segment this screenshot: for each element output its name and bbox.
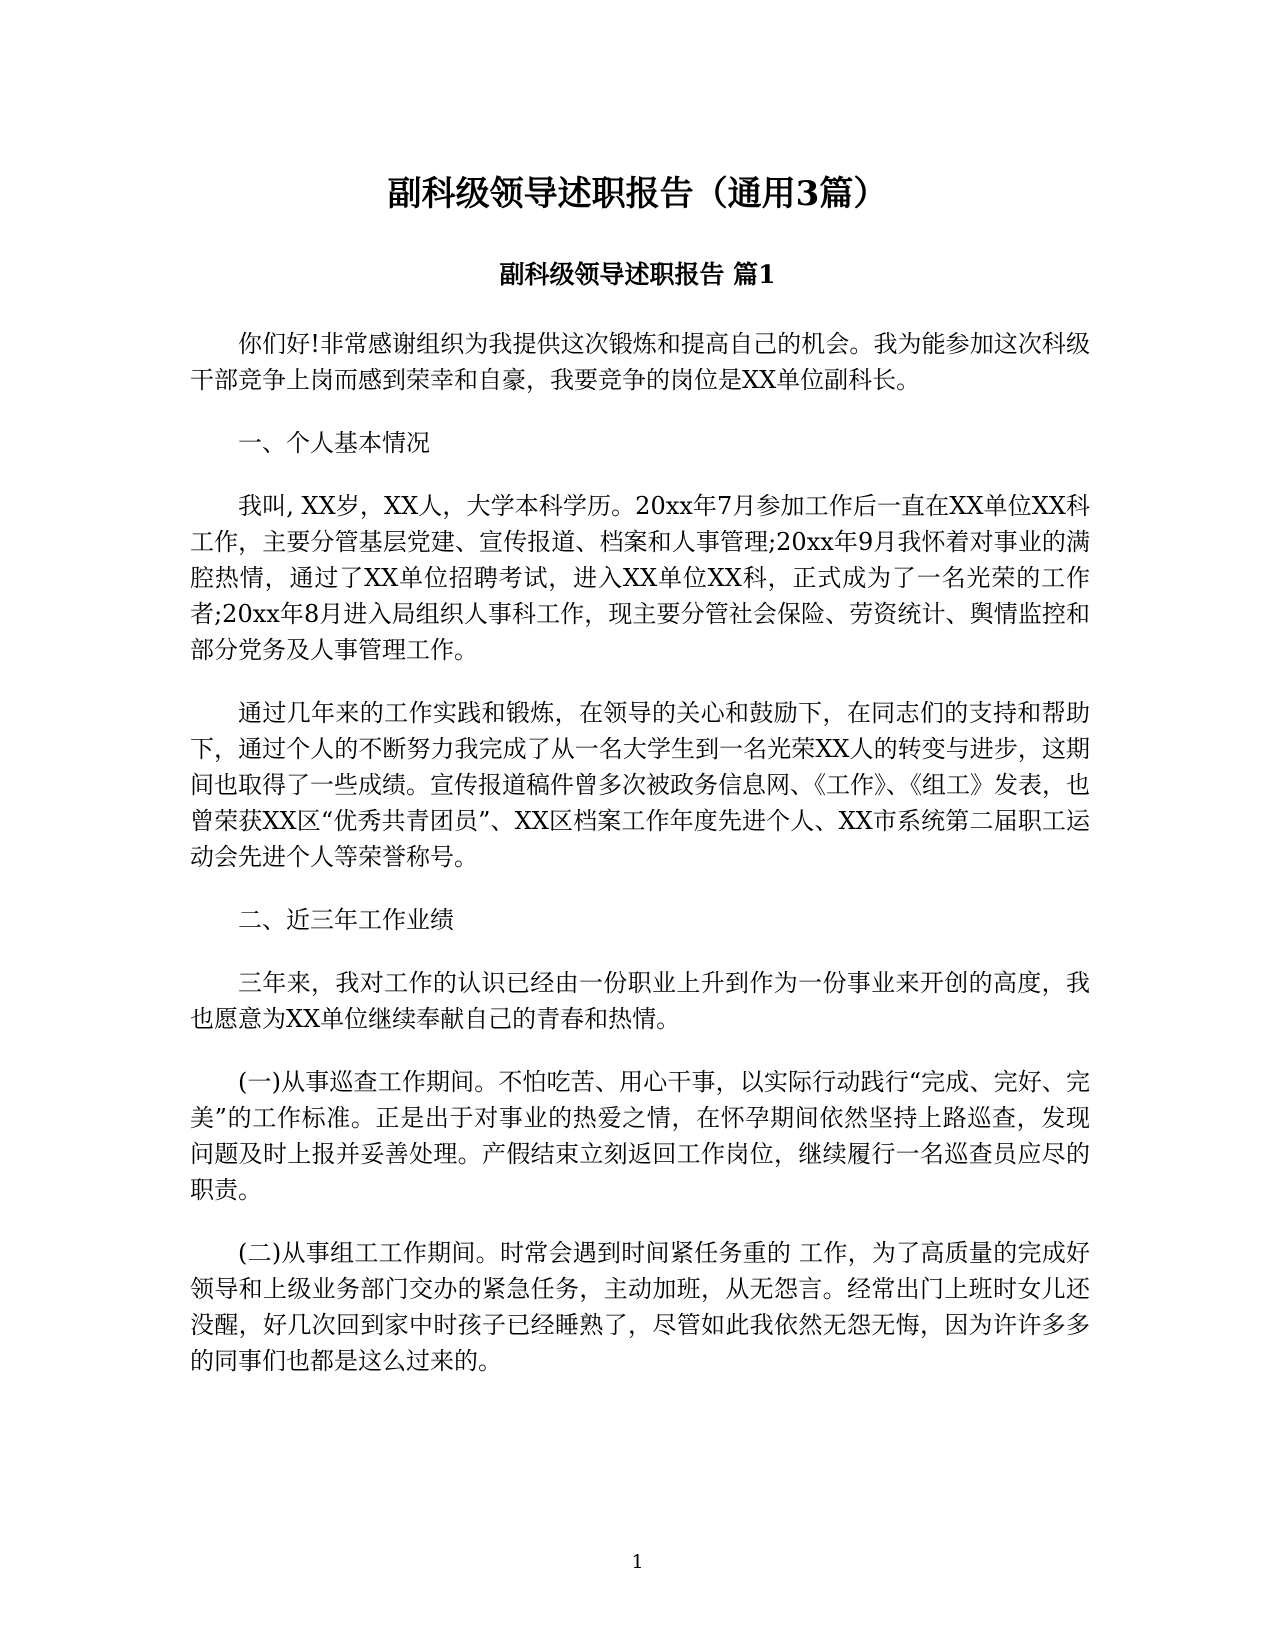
- document-title: 副科级领导述职报告（通用3篇）: [387, 174, 888, 214]
- paragraph-personal-info: 我叫, XX岁，XX人，大学本科学历。20xx年7月参加工作后一直在XX单位XX科工作，主要分管基层党建、宣传报道、档案和人事管理;20xx年9月我怀着对事业的满腔热情，通过了XX单位招聘考试，进入XX单位XX科，正式成为了一名光荣的工作者;20xx年8月进入局组织人事科工作，现主要分管社会保险、劳资统计、舆情监控和部分党务及人事管理工作。: [190, 492, 1090, 664]
- heading-personal-info: 一、个人基本情况: [238, 429, 430, 457]
- page-number: 1: [631, 1551, 644, 1573]
- paragraph-inspection-work: (一)从事巡查工作期间。不怕吃苦、用心干事，以实际行动践行“完成、完好、完美”的工作标准。正是出于对事业的热爱之情，在怀孕期间依然坚持上路巡查，发现问题及时上报并妥善处理。产假结束立刻返回工作岗位，继续履行一名巡查员应尽的职责。: [190, 1068, 1090, 1204]
- paragraph-organization-work: (二)从事组工工作期间。时常会遇到时间紧任务重的 工作，为了高质量的完成好领导和上级业务部门交办的紧急任务，主动加班，从无怨言。经常出门上班时女儿还没醒，好几次回到家中时孩子已经睡熟了，尽管如此我依然无怨无悔，因为许许多多的同事们也都是这么过来的。: [190, 1239, 1090, 1375]
- paragraph-greeting: 你们好!非常感谢组织为我提供这次锻炼和提高自己的机会。我为能参加这次科级干部竞争上岗而感到荣幸和自豪，我要竞争的岗位是XX单位副科长。: [190, 330, 1090, 394]
- paragraph-achievements: 通过几年来的工作实践和锻炼，在领导的关心和鼓励下，在同志们的支持和帮助下，通过个人的不断努力我完成了从一名大学生到一名光荣XX人的转变与进步，这期间也取得了一些成绩。宣传报道稿件曾多次被政务信息网、《工作》、《组工》发表，也曾荣获XX区“优秀共青团员”、XX区档案工作年度先进个人、XX市系统第二届职工运动会先进个人等荣誉称号。: [190, 699, 1090, 871]
- section-title: 副科级领导述职报告 篇1: [499, 260, 776, 289]
- document-body: [190, 326, 1090, 1406]
- heading-work-performance: 二、近三年工作业绩: [238, 906, 454, 934]
- paragraph-three-years: 三年来，我对工作的认识已经由一份职业上升到作为一份事业来开创的高度，我也愿意为XX单位继续奉献自己的青春和热情。: [190, 969, 1090, 1033]
